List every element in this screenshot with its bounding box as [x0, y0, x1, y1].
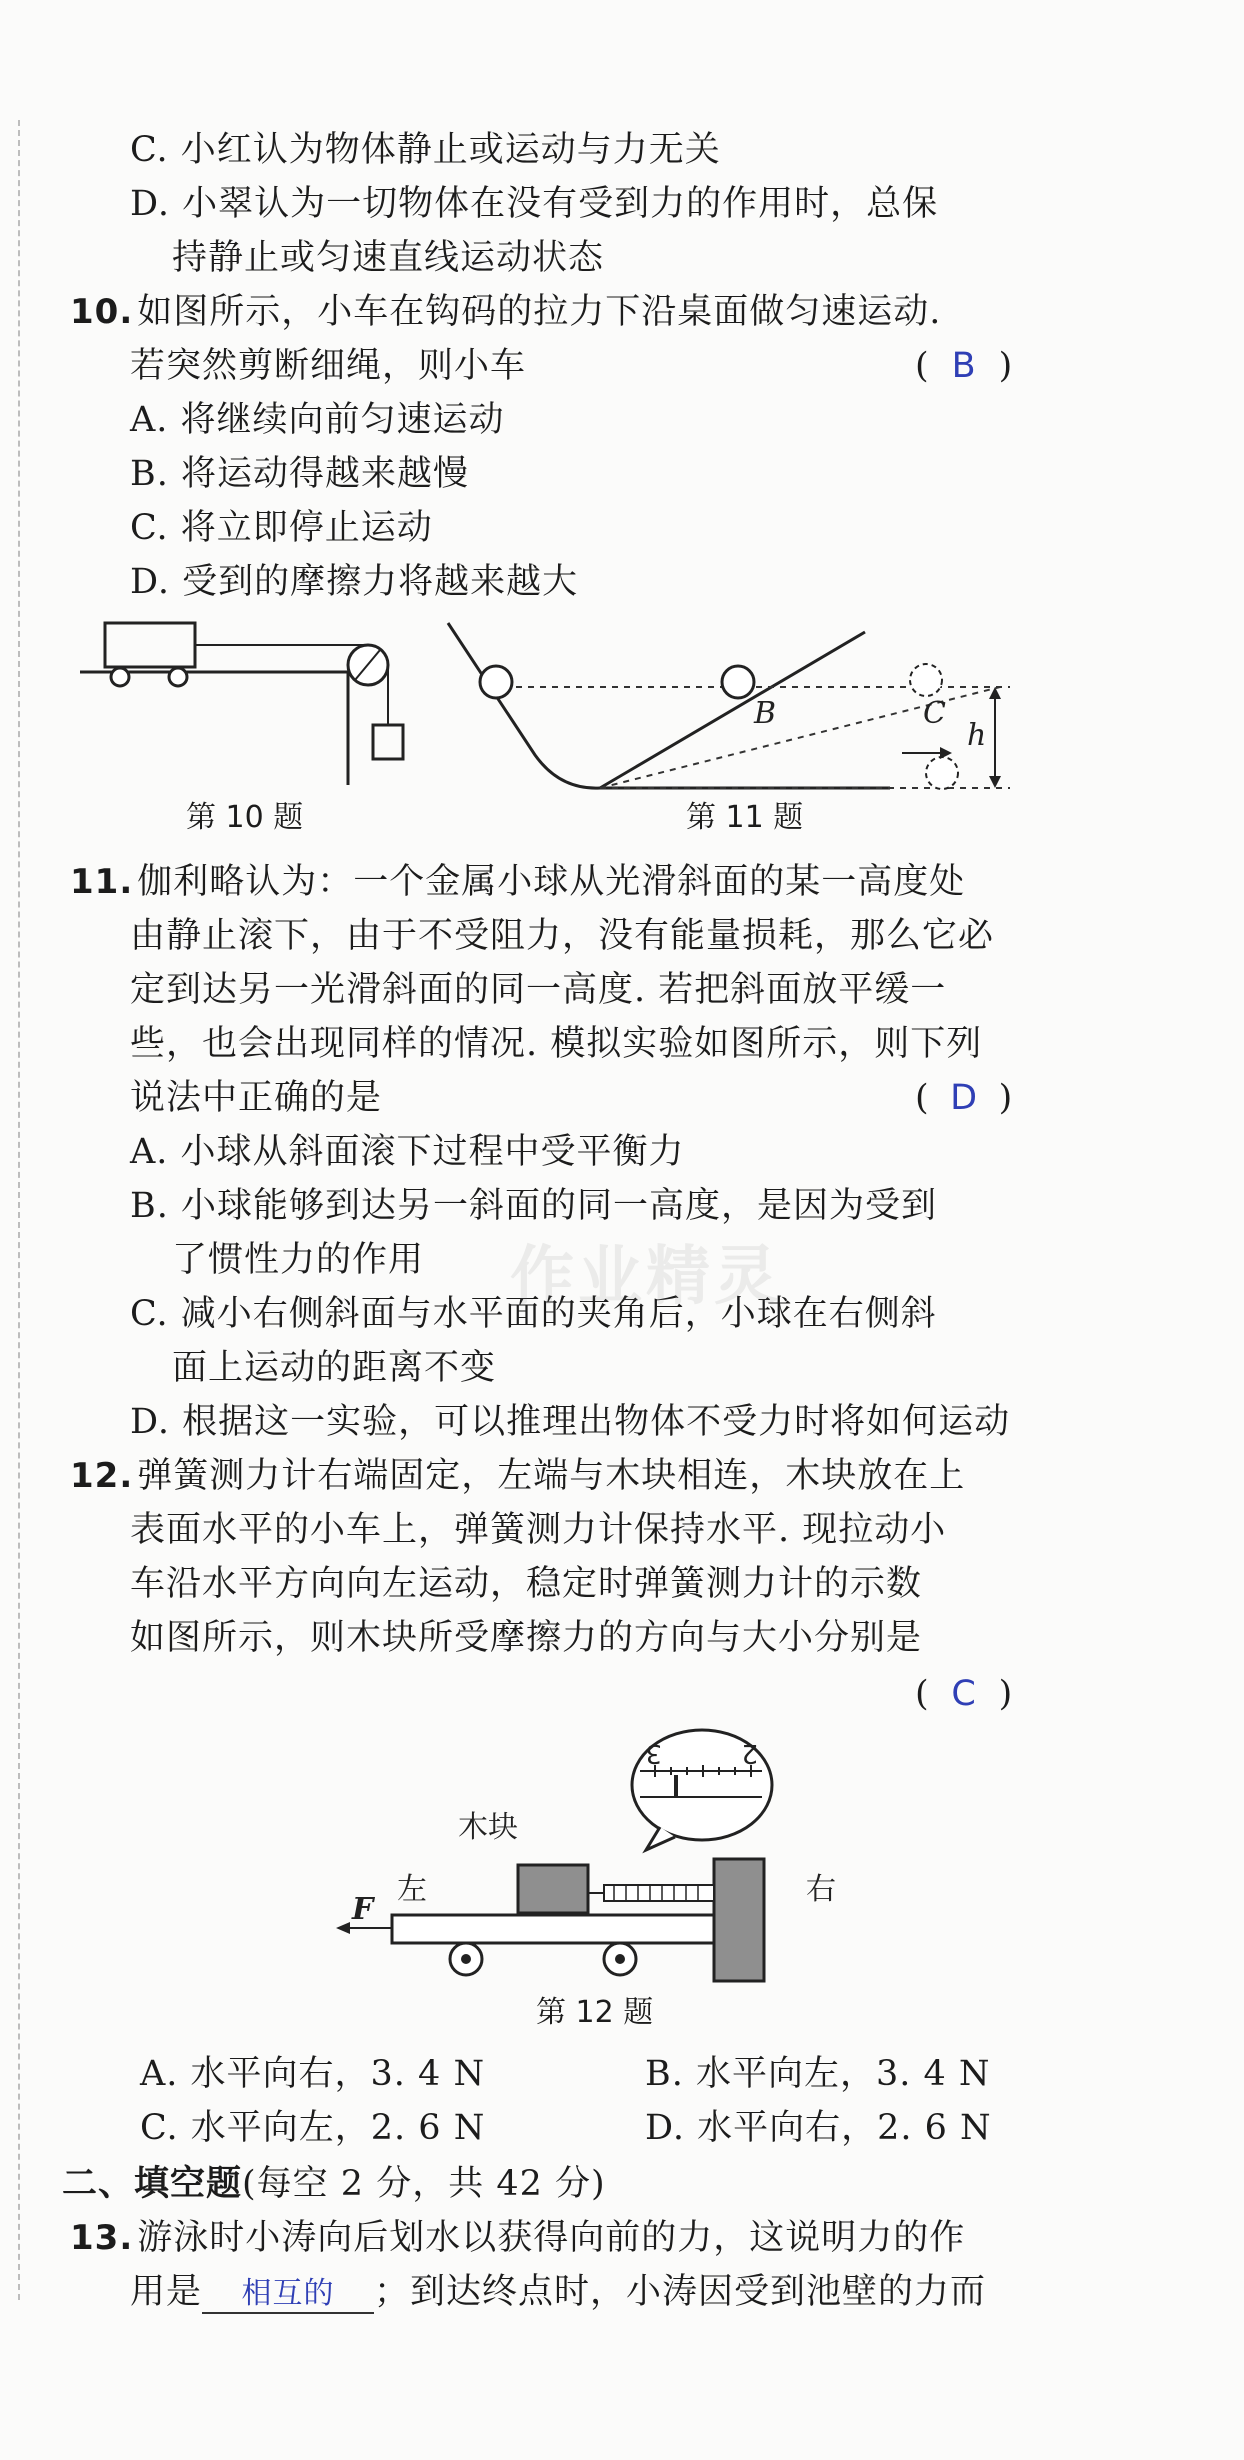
q12-stem-line2: 表面水平的小车上，弹簧测力计保持水平. 现拉动小: [130, 1510, 947, 1550]
q9-option-c: C. 小红认为物体静止或运动与力无关: [130, 130, 721, 170]
q12-option-c: C. 水平向左，2. 6 N: [140, 2108, 486, 2148]
q11-option-b-cont: 了惯性力的作用: [172, 1240, 425, 1280]
q12-stem-line4: 如图所示，则木块所受摩擦力的方向与大小分别是: [130, 1618, 923, 1658]
q11-number: 11.: [70, 862, 134, 902]
q11-stem-line4: 些，也会出现同样的情况. 模拟实验如图所示，则下列: [130, 1024, 983, 1064]
section-2-heading: [62, 2162, 606, 2206]
q13-answer-blank: 相互的: [202, 2276, 374, 2314]
q10-option-b: B. 将运动得越来越慢: [130, 454, 469, 494]
paren-open: (: [915, 1078, 929, 1118]
q11-answer: D: [950, 1078, 978, 1118]
figure-11-incline: [440, 615, 1020, 795]
q13-stem-after-blank: ；到达终点时，小涛因受到池壁的力而: [374, 2272, 987, 2312]
figure-12-label-block: 木块: [458, 1811, 518, 1844]
q12-number: 12.: [70, 1456, 134, 1496]
q10-stem-line2: 若突然剪断细绳，则小车: [130, 346, 527, 386]
q10-answer-box: [915, 344, 1012, 388]
q12-answer: C: [951, 1674, 976, 1714]
section-2-title: 二、填空题: [62, 2163, 243, 2204]
q13-stem-text: 游泳时小涛向后划水以获得向前的力，这说明力的作: [137, 2218, 966, 2258]
figure-10-cart-pulley: [80, 615, 420, 795]
q13-number: 13.: [70, 2218, 134, 2258]
figure-11-label-b: B: [754, 696, 777, 731]
paren-open: (: [915, 1674, 929, 1714]
q10-answer: B: [951, 346, 976, 386]
figure-12-label-force: F: [352, 1892, 374, 1927]
q12-answer-box: [915, 1672, 1012, 1716]
q10-number: 10.: [70, 292, 134, 332]
q11-option-a: A. 小球从斜面滚下过程中受平衡力: [130, 1132, 685, 1172]
q11-option-b: B. 小球能够到达另一斜面的同一高度，是因为受到: [130, 1186, 937, 1226]
watermark: 作业精灵: [510, 1240, 782, 1314]
q12-stem-line1: [70, 1454, 965, 1498]
q11-option-c: C. 减小右侧斜面与水平面的夹角后，小球在右侧斜: [130, 1294, 937, 1334]
q12-stem-line3: 车沿水平方向向左运动，稳定时弹簧测力计的示数: [130, 1564, 923, 1604]
q13-stem-before-blank: 用是: [130, 2272, 203, 2312]
paren-close: ): [998, 1674, 1013, 1714]
q11-stem-line5: 说法中正确的是: [130, 1078, 383, 1118]
figure-12-caption: 第 12 题: [536, 1995, 654, 2030]
q11-stem-line3: 定到达另一光滑斜面的同一高度. 若把斜面放平缓一: [130, 970, 947, 1010]
q12-option-b: B. 水平向左，3. 4 N: [645, 2054, 991, 2094]
q13-stem-line1: [70, 2216, 965, 2260]
section-2-note: (每空 2 分，共 42 分): [242, 2164, 606, 2204]
q11-option-d: D. 根据这一实验，可以推理出物体不受力时将如何运动: [130, 1402, 1011, 1442]
paren-open: (: [915, 346, 929, 386]
binding-margin-dashes: [18, 120, 20, 2300]
q11-stem-text: 伽利略认为：一个金属小球从光滑斜面的某一高度处: [137, 862, 966, 902]
figure-10-caption: 第 10 题: [186, 800, 304, 835]
figure-12-scale-tick-3: 3: [645, 1738, 662, 1768]
figure-12-scale-tick-2: 2: [741, 1738, 758, 1768]
q13-stem-line2: [130, 2270, 986, 2314]
q9-option-d: D. 小翠认为一切物体在没有受到力的作用时，总保: [130, 184, 939, 224]
q10-option-a: A. 将继续向前匀速运动: [130, 400, 505, 440]
figure-12-label-right: 右: [806, 1873, 836, 1906]
q10-stem-line1: [70, 290, 941, 334]
q11-stem-line2: 由静止滚下，由于不受阻力，没有能量损耗，那么它必: [130, 916, 995, 956]
q12-option-a: A. 水平向右，3. 4 N: [140, 2054, 486, 2094]
q11-answer-box: [915, 1076, 1012, 1120]
figure-11-caption: 第 11 题: [686, 800, 804, 835]
q10-stem-text: 如图所示，小车在钩码的拉力下沿桌面做匀速运动.: [137, 292, 942, 332]
q11-option-c-cont: 面上运动的距离不变: [172, 1348, 497, 1388]
q9-option-d-cont: 持静止或匀速直线运动状态: [172, 238, 605, 278]
q10-option-c: C. 将立即停止运动: [130, 508, 433, 548]
q10-option-d: D. 受到的摩擦力将越来越大: [130, 562, 579, 602]
q12-stem-text: 弹簧测力计右端固定，左端与木块相连，木块放在上: [137, 1456, 966, 1496]
q11-stem-line1: [70, 860, 965, 904]
figure-12-label-left: 左: [397, 1873, 427, 1906]
q12-option-d: D. 水平向右，2. 6 N: [645, 2108, 992, 2148]
paren-close: ): [998, 1078, 1013, 1118]
figure-11-label-c: C: [923, 696, 946, 731]
paren-close: ): [998, 346, 1013, 386]
figure-11-label-h: h: [967, 718, 987, 753]
figure-12-spring-scale: [330, 1725, 890, 1985]
